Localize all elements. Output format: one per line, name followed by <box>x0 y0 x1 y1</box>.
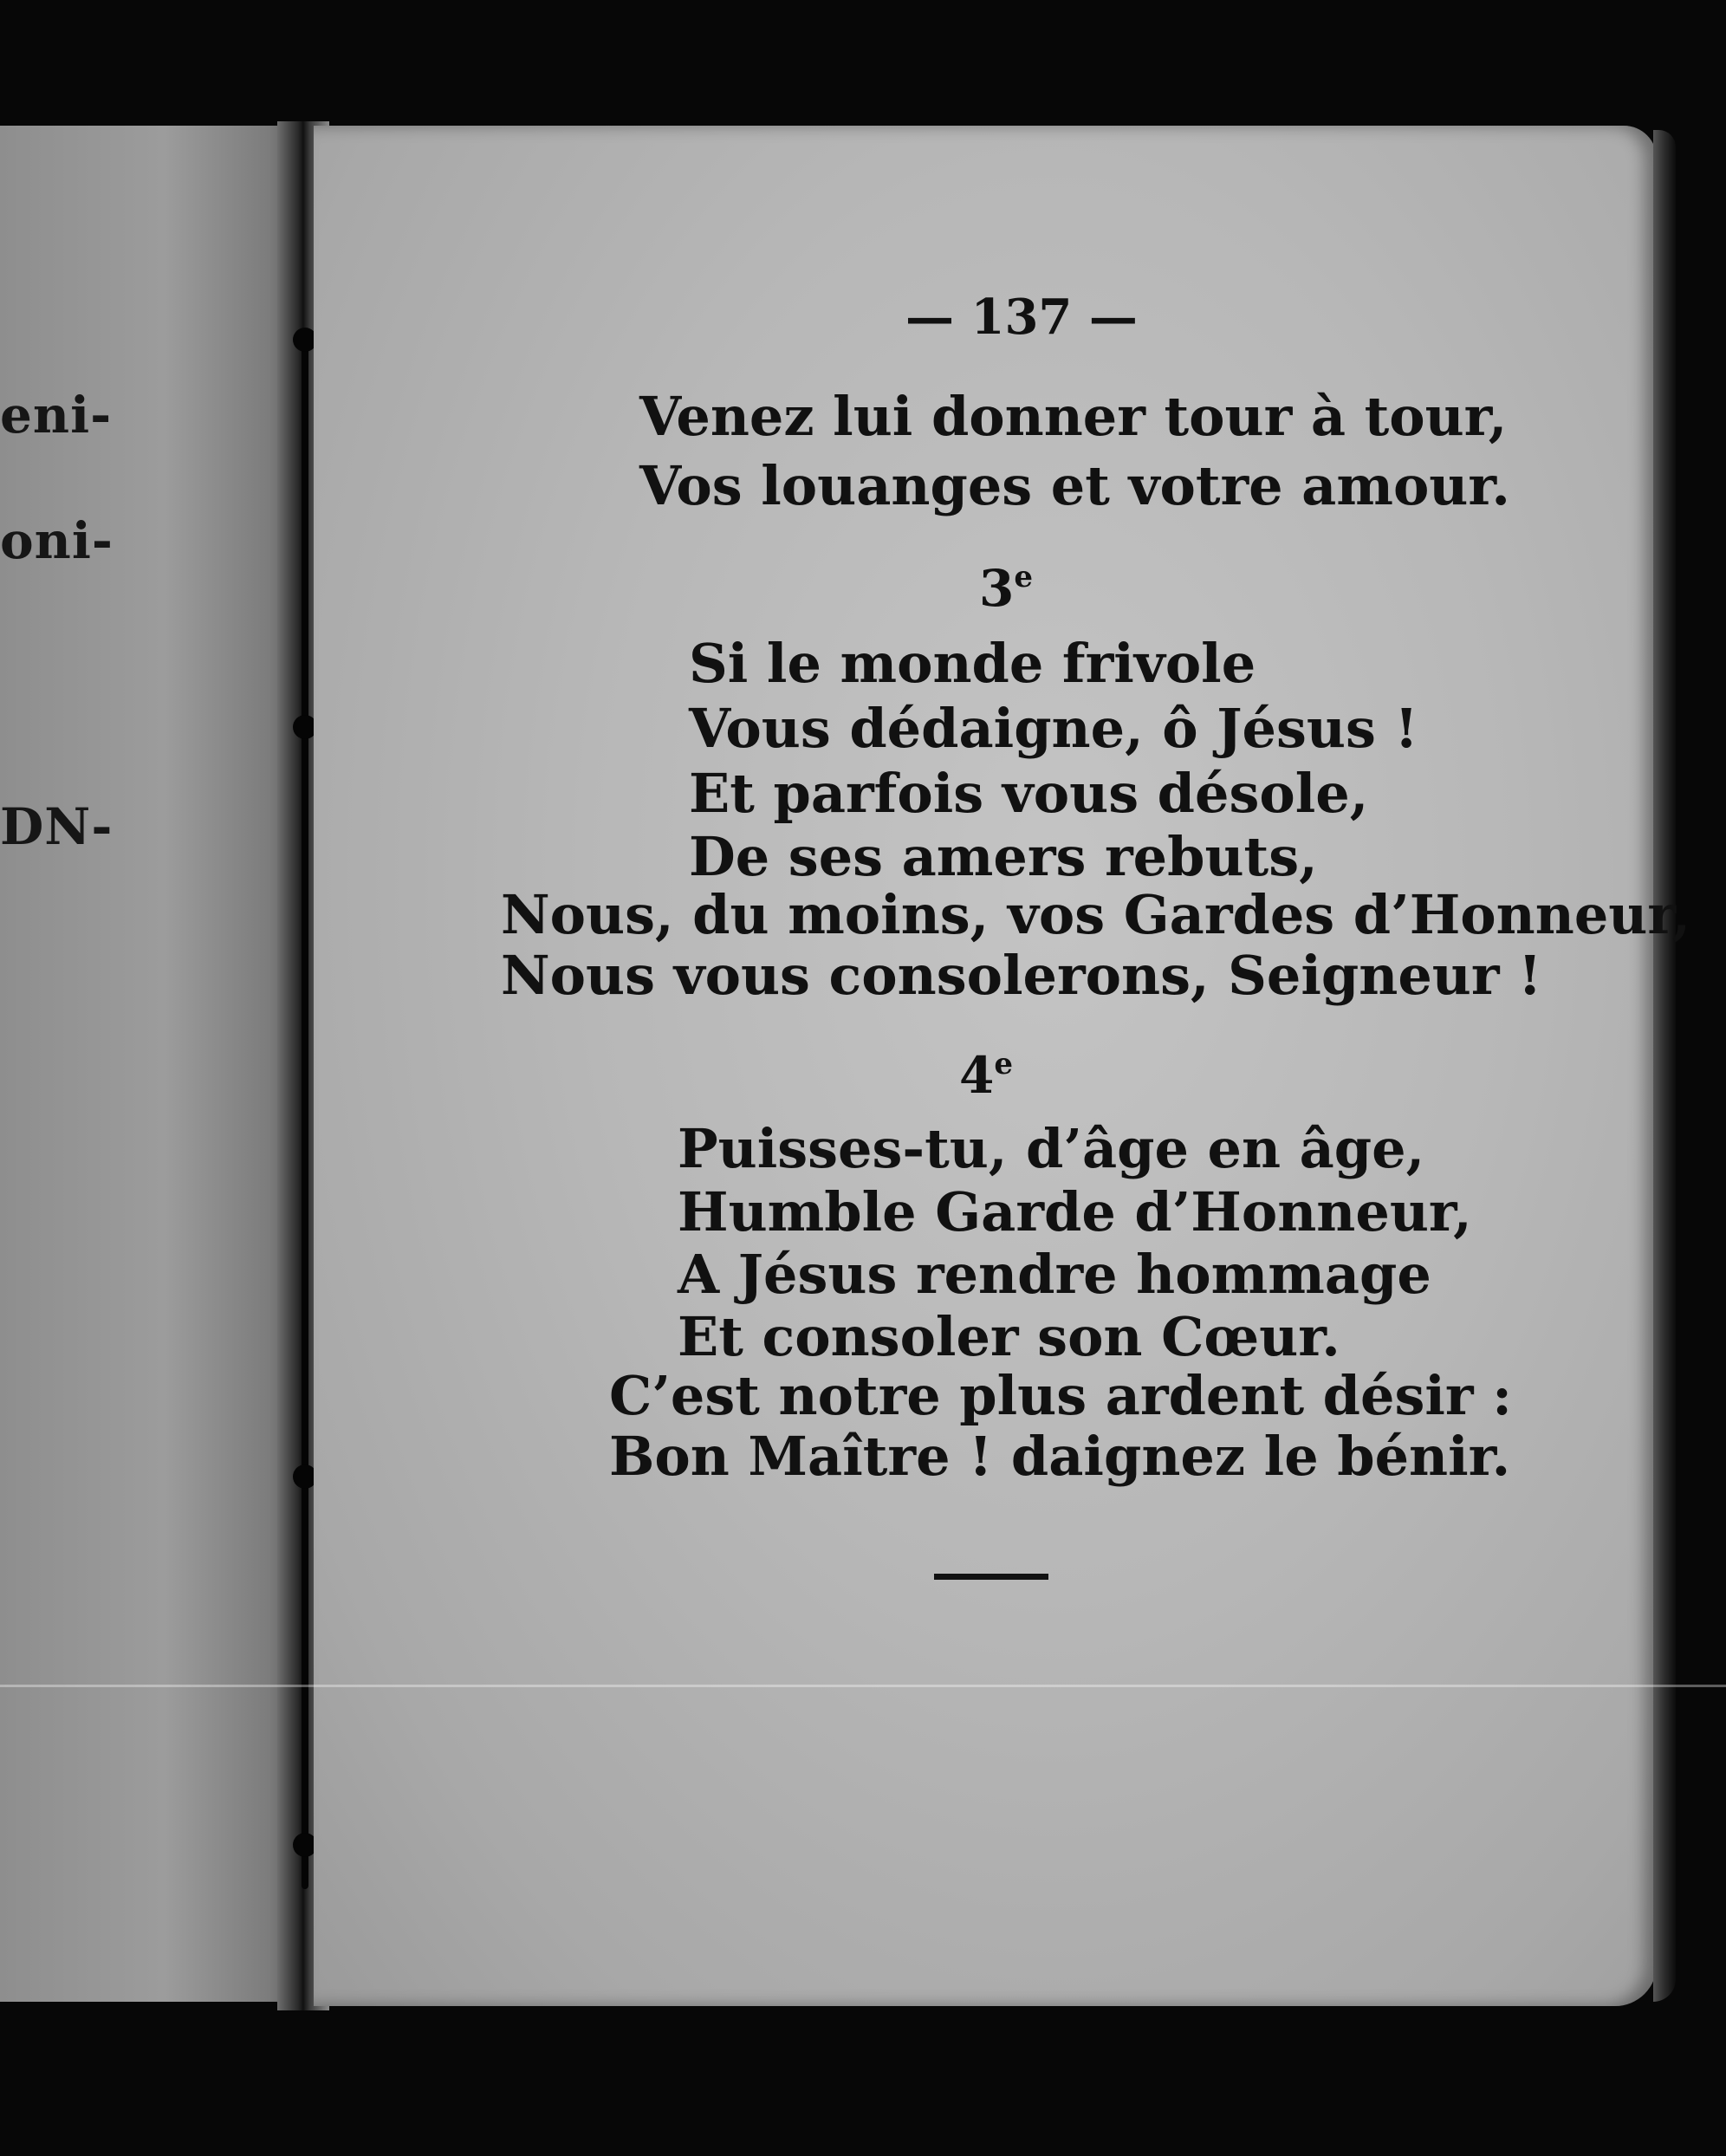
page-edge <box>1653 130 1676 2002</box>
binding-thread <box>302 329 308 1889</box>
verse-4-line-4: Et consoler son Cœur. <box>678 1305 1340 1368</box>
end-rule <box>934 1574 1048 1580</box>
verse-4-line-2: Humble Garde d’Honneur, <box>678 1180 1472 1244</box>
verse-3-line-5: Nous, du moins, vos Gardes d’Honneur, <box>501 883 1691 946</box>
left-fragment-2: oni- <box>0 511 114 570</box>
verse-4-line-5: C’est notre plus ardent désir : <box>609 1364 1513 1427</box>
left-page <box>0 126 299 2002</box>
verse-3-line-4: De ses amers rebuts, <box>689 825 1318 888</box>
verse-4-line-1: Puisses-tu, d’âge en âge, <box>678 1117 1425 1180</box>
page-number: — 137 — <box>905 289 1138 346</box>
verse-4-line-6: Bon Maître ! daignez le bénir. <box>609 1425 1511 1488</box>
verse-3-line-3: Et parfois vous désole, <box>689 762 1369 825</box>
verse-4-line-3: A Jésus rendre hommage <box>678 1243 1431 1306</box>
verse-number-3: 3e <box>979 559 1033 618</box>
refrain-line-2: Vos louanges et votre amour. <box>639 454 1510 517</box>
left-fragment-1: eni- <box>0 386 113 445</box>
left-fragment-3: DN- <box>0 797 114 856</box>
scan-artifact-line <box>0 1685 1726 1687</box>
verse-3-line-2: Vous dédaigne, ô Jésus ! <box>689 697 1418 760</box>
refrain-line-1: Venez lui donner tour à tour, <box>639 385 1508 448</box>
verse-3-line-1: Si le monde frivole <box>689 632 1256 695</box>
verse-number-4: 4e <box>959 1046 1013 1105</box>
verse-3-line-6: Nous vous consolerons, Seigneur ! <box>501 944 1542 1007</box>
